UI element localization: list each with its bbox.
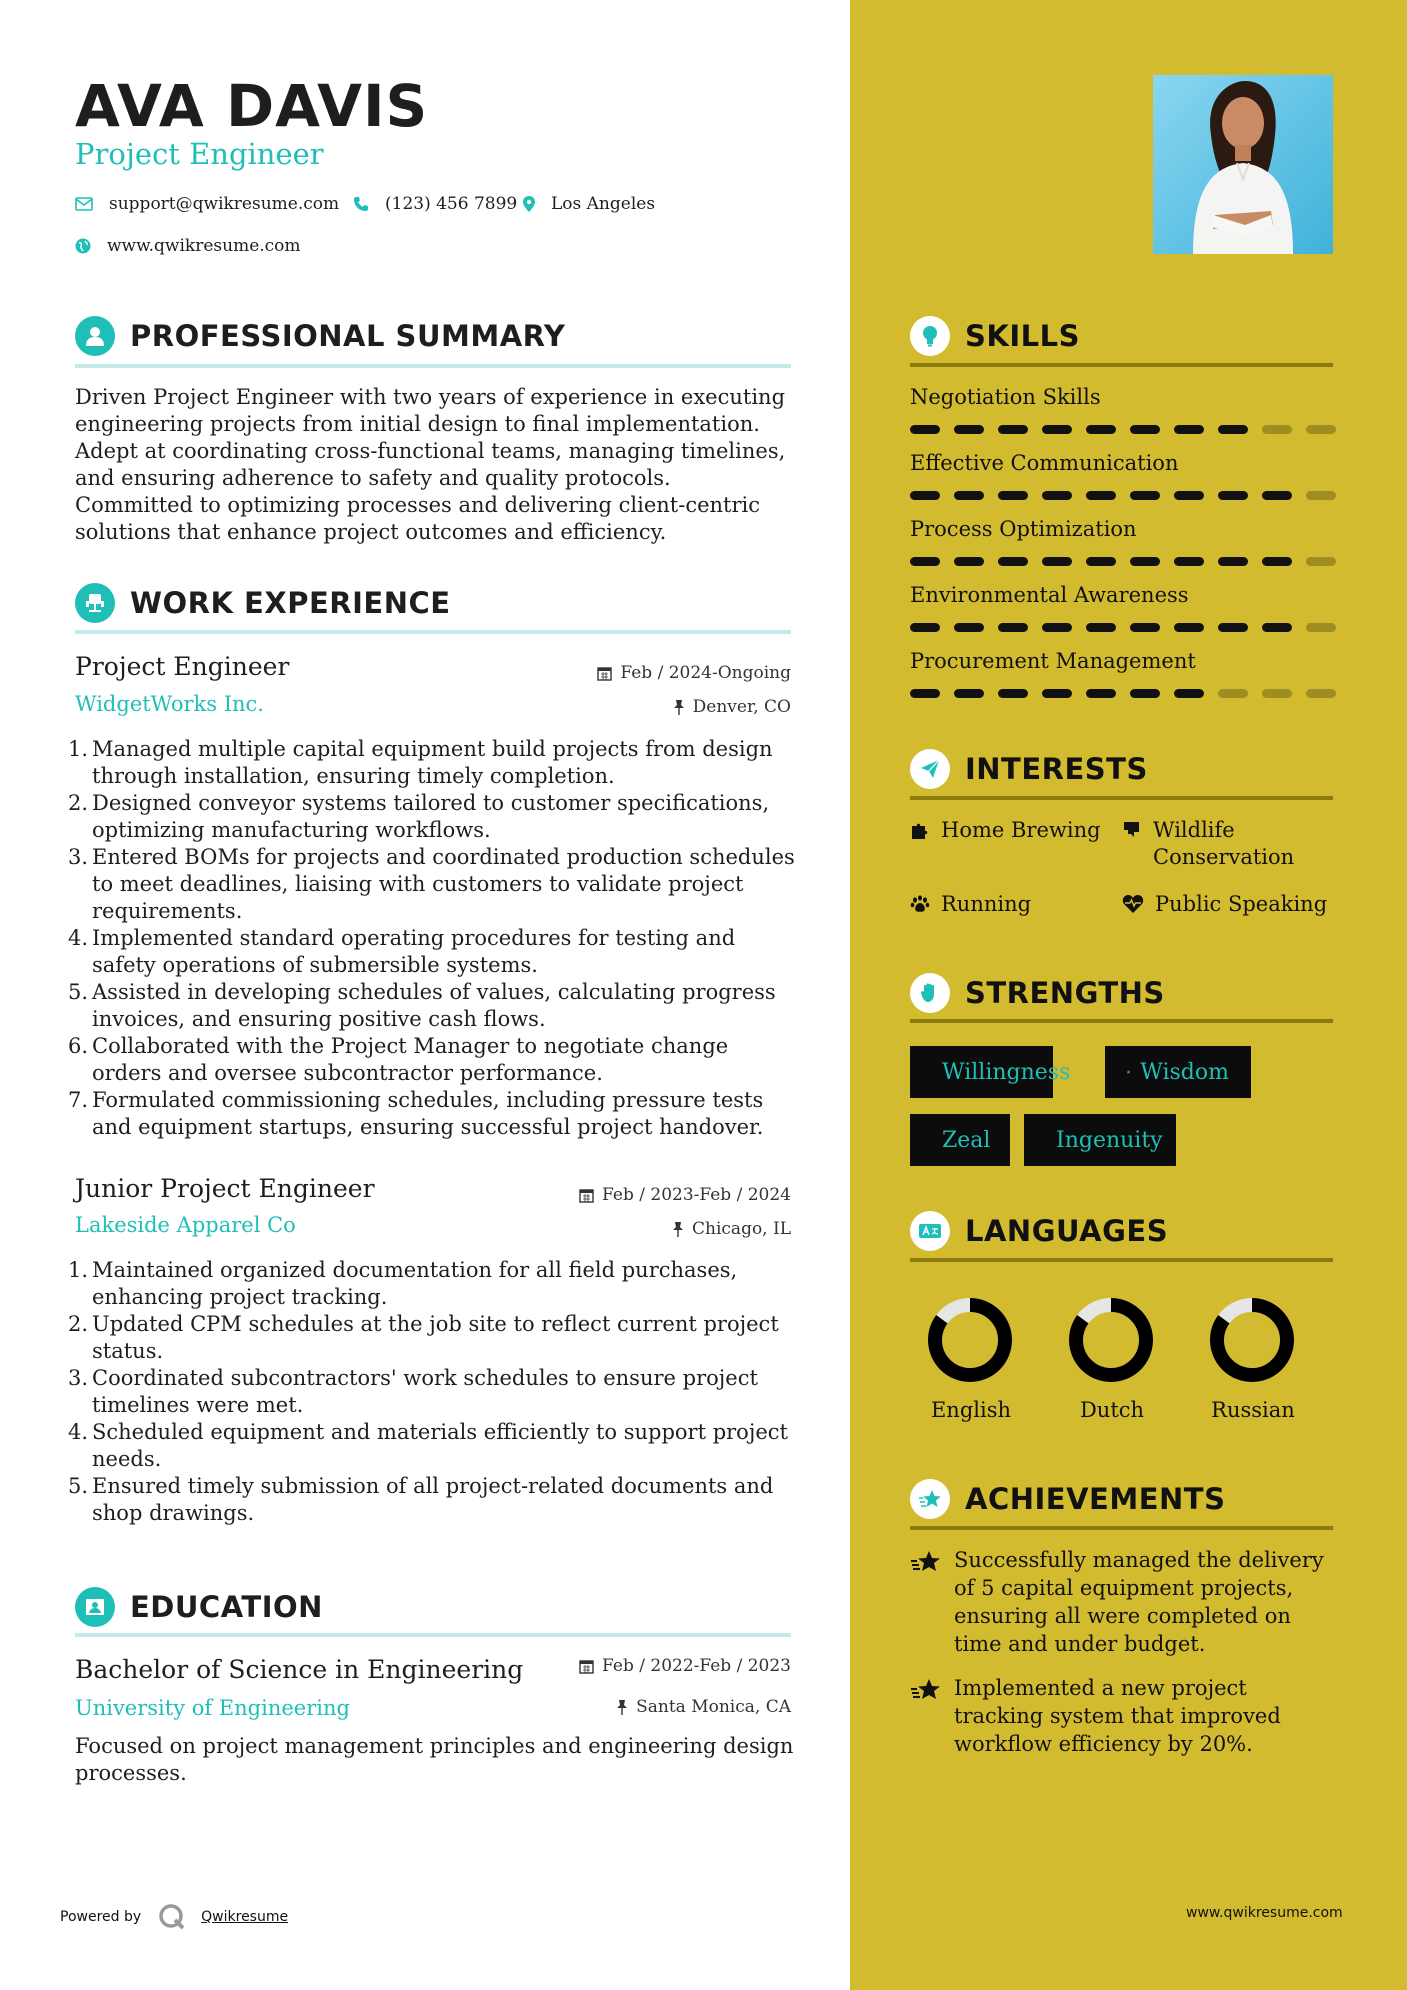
achievement-text: Successfully managed the delivery of 5 capital equipment projects, ensuring all were completed on time and under budget. [954,1548,1324,1656]
job-dates [480,1185,791,1205]
rating-dot-filled [954,491,984,500]
company-name: Lakeside Apparel Co [75,1213,296,1237]
achievement-text: Implemented a new project tracking system that improved workflow efficiency by 20%. [954,1676,1281,1756]
star-icon [910,1677,942,1701]
education-dates-text: Feb / 2022-Feb / 2023 [602,1656,791,1676]
rating-dot-filled [1130,491,1160,500]
job-title: Project Engineer [75,652,290,681]
strength-label: Ingenuity [1056,1127,1163,1153]
rating-dot-empty [1262,689,1292,698]
interest-label: Home Brewing [941,818,1101,842]
rating-dot-filled [954,623,984,632]
rating-dot-empty [1306,623,1336,632]
skill-name: Environmental Awareness [910,583,1189,607]
rating-dot-filled [910,491,940,500]
rating-dot-filled [954,557,984,566]
profile-photo [1153,75,1333,254]
footer-site[interactable]: www.qwikresume.com [1186,1905,1343,1921]
list-item: 5. Ensured timely submission of all project-related documents and shop drawings. [68,1474,774,1525]
globe-icon [75,238,91,254]
list-item: 6. Collaborated with the Project Manager to negotiate change orders and oversee subcontractor performance. [68,1034,729,1085]
achievement-item [910,1546,1340,1658]
list-item: 4. Scheduled equipment and materials efficiently to support project needs. [68,1420,788,1471]
rating-dot-filled [910,557,940,566]
contact-website[interactable] [75,236,301,256]
graduation-icon [75,1587,115,1627]
language-donuts [900,1285,1320,1395]
rating-dot-empty [1306,425,1336,434]
skill-rating [910,623,1350,632]
summary-title: PROFESSIONAL SUMMARY [130,319,566,353]
achievements-title: ACHIEVEMENTS [965,1482,1226,1516]
education-heading [75,1587,323,1627]
calendar-icon [597,666,612,681]
rating-dot-filled [1086,557,1116,566]
rating-dot-filled [910,425,940,434]
skill-name: Effective Communication [910,451,1179,475]
powered-by-text: Powered by [60,1909,142,1925]
company-name: WidgetWorks Inc. [75,692,264,716]
interest-item [1122,817,1342,871]
rating-dot-empty [1306,689,1336,698]
list-item: 2. Designed conveyor systems tailored to customer specifications, optimizing manufacturing workflows. [68,791,770,842]
list-item: 4. Implemented standard operating procedures for testing and safety operations of submersible systems. [68,926,736,977]
rating-dot-filled [1086,425,1116,434]
contact-email[interactable] [75,194,339,214]
rating-dot-filled [1174,689,1204,698]
experience-title: WORK EXPERIENCE [130,586,451,620]
education-dates [480,1656,791,1676]
achievement-item [910,1674,1340,1758]
strengths-heading [910,973,1165,1013]
list-item: 1. Managed multiple capital equipment build projects from design through installation, ensuring timely completion. [68,737,773,788]
leaf-icon [1122,820,1142,840]
languages-heading [910,1211,1168,1251]
language-label: Dutch [1079,1398,1145,1422]
rating-dot-filled [1174,425,1204,434]
rating-dot-filled [1086,689,1116,698]
rating-dot-filled [1086,491,1116,500]
interests-title: INTERESTS [965,752,1148,786]
rating-dot-empty [1306,557,1336,566]
skills-divider [910,363,1333,367]
rating-dot-filled [998,557,1028,566]
job-title: Junior Project Engineer [75,1174,375,1203]
rating-dot-filled [1086,623,1116,632]
education-location-text: Santa Monica, CA [636,1697,791,1717]
rating-dot-filled [1262,623,1292,632]
rating-dot-filled [1042,689,1072,698]
puzzle-icon [910,820,930,840]
rating-dot-filled [1218,491,1248,500]
strength-label: Zeal [942,1127,991,1153]
rating-dot-filled [1262,557,1292,566]
education-title: EDUCATION [130,1590,323,1624]
job-location [480,1219,791,1239]
job-bullets [68,736,802,1141]
skill-rating [910,491,1350,500]
paw-icon [910,894,930,914]
rating-dot-filled [1174,557,1204,566]
rating-dot-filled [1130,425,1160,434]
pushpin-icon [672,1221,684,1237]
calendar-icon [579,1188,594,1203]
phone-icon [353,196,369,212]
strength-tag [1024,1114,1176,1166]
footer-powered [60,1902,288,1932]
rating-dot-filled [1130,623,1160,632]
book-icon [1127,1062,1130,1082]
list-item: 5. Assisted in developing schedules of values, calculating progress invoices, and ensuring positive cash flows. [68,980,776,1031]
job-location-text: Denver, CO [692,697,791,717]
strength-tag [910,1114,1010,1166]
summary-heading [75,316,565,356]
strength-tag [910,1046,1071,1098]
rating-dot-filled [998,491,1028,500]
heartbeat-icon [1122,894,1144,914]
interest-item [910,817,1110,844]
rating-dot-filled [1262,491,1292,500]
strengths-divider [910,1019,1333,1023]
interest-label: Wildlife Conservation [1153,818,1295,869]
hand-icon [910,973,950,1013]
job-location-text: Chicago, IL [692,1219,791,1239]
experience-heading [75,583,451,623]
list-item: 3. Entered BOMs for projects and coordinated production schedules to meet deadlines, liaising with customers to validate project requirements. [68,845,795,923]
strength-label: Willingness [942,1059,1071,1085]
skill-name: Negotiation Skills [910,385,1101,409]
envelope-icon [75,197,93,211]
skill-rating [910,425,1350,434]
phone-text: (123) 456 7899 [385,194,518,214]
star-icon [910,1549,942,1573]
language-icon [910,1211,950,1251]
list-item: 1. Maintained organized documentation for all field purchases, enhancing project tracking. [68,1258,738,1309]
job-dates [480,663,791,683]
contact-phone[interactable] [353,194,517,214]
interests-heading [910,749,1148,789]
rating-dot-filled [1042,623,1072,632]
rating-dot-filled [1042,557,1072,566]
experience-divider [75,630,791,634]
rating-dot-filled [1218,557,1248,566]
pushpin-icon [616,1699,628,1715]
rating-dot-empty [1262,425,1292,434]
map-pin-icon [523,196,535,212]
list-item: 2. Updated CPM schedules at the job site to reflect current project status. [68,1312,779,1363]
interest-item [1122,891,1342,918]
school-name: University of Engineering [75,1696,350,1720]
rating-dot-filled [1130,557,1160,566]
website-text: www.qwikresume.com [107,236,301,256]
rating-dot-filled [954,689,984,698]
skill-name: Process Optimization [910,517,1137,541]
achievements-heading [910,1479,1225,1519]
interest-label: Public Speaking [1155,892,1328,916]
job-dates-text: Feb / 2023-Feb / 2024 [602,1185,791,1205]
summary-divider [75,364,791,368]
list-item: 7. Formulated commissioning schedules, including pressure tests and equipment startups, ensuring successful project handover. [68,1088,764,1139]
candidate-title: Project Engineer [75,137,324,171]
summary-text: Driven Project Engineer with two years of experience in executing engineering projects from initial design to final implementation. Adept at coordinating cross-functional teams, managing timelines, and ensuring adherence to safety and quality protocols. Committed to optimizing processes and delivering client-centric solutions that enhance project outcomes and efficiency. [75,385,786,544]
lightbulb-icon [910,316,950,356]
rating-dot-empty [1306,491,1336,500]
user-icon [75,316,115,356]
star-badge-icon [910,1479,950,1519]
rating-dot-filled [1042,491,1072,500]
education-description: Focused on project management principles and engineering design processes. [75,1734,794,1785]
job-dates-text: Feb / 2024-Ongoing [620,663,791,683]
skills-heading [910,316,1080,356]
job-location [480,697,791,717]
achievements-divider [910,1526,1333,1530]
job-bullets [68,1257,802,1527]
language-label: English [930,1398,1012,1422]
rating-dot-filled [1042,425,1072,434]
qwikresume-logo-icon [157,1902,187,1932]
languages-divider [910,1258,1333,1262]
rating-dot-filled [910,623,940,632]
skill-rating [910,689,1350,698]
rating-dot-empty [1218,689,1248,698]
skill-rating [910,557,1350,566]
education-location [480,1697,791,1717]
rating-dot-filled [1174,623,1204,632]
education-divider [75,1633,791,1637]
skill-name: Procurement Management [910,649,1196,673]
rating-dot-filled [998,623,1028,632]
languages-title: LANGUAGES [965,1214,1169,1248]
rating-dot-filled [954,425,984,434]
office-chair-icon [75,583,115,623]
strength-tag [1105,1046,1251,1098]
interest-item [910,891,1110,918]
strengths-title: STRENGTHS [965,976,1165,1010]
rating-dot-filled [1218,623,1248,632]
brand-link[interactable]: Qwikresume [201,1909,289,1925]
rating-dot-filled [998,689,1028,698]
rating-dot-filled [1130,689,1160,698]
calendar-icon [579,1659,594,1674]
language-label: Russian [1211,1398,1295,1422]
rating-dot-filled [1174,491,1204,500]
rating-dot-filled [1218,425,1248,434]
rating-dot-filled [910,689,940,698]
pushpin-icon [673,699,685,715]
skills-title: SKILLS [965,319,1080,353]
strength-label: Wisdom [1140,1059,1229,1085]
email-text: support@qwikresume.com [109,194,340,214]
rating-dot-filled [998,425,1028,434]
contact-location [523,194,655,214]
paper-plane-icon [910,749,950,789]
candidate-name: AVA DAVIS [75,72,429,140]
list-item: 3. Coordinated subcontractors' work schedules to ensure project timelines were met. [68,1366,758,1417]
interest-label: Running [941,892,1032,916]
interests-divider [910,796,1333,800]
degree-title: Bachelor of Science in Engineering [75,1655,524,1684]
location-text: Los Angeles [551,194,656,214]
